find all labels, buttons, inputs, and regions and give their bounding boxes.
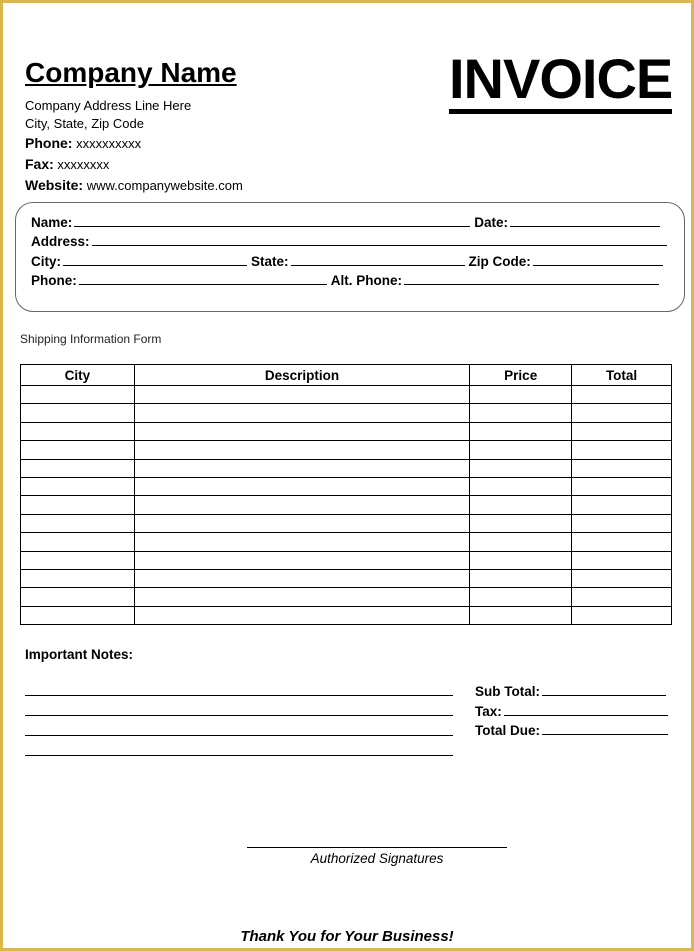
phone-row <box>31 273 663 288</box>
price-cell[interactable] <box>470 606 572 624</box>
price-cell[interactable] <box>470 404 572 422</box>
total-cell[interactable] <box>572 514 672 532</box>
total-due-row <box>475 723 672 738</box>
city-cell[interactable] <box>21 441 135 459</box>
price-cell[interactable] <box>470 551 572 569</box>
city-field[interactable] <box>63 254 247 266</box>
fax-value: xxxxxxxx <box>57 157 110 172</box>
address-label: Address: <box>31 234 90 249</box>
description-cell[interactable] <box>134 606 469 624</box>
description-cell[interactable] <box>134 459 469 477</box>
total-cell[interactable] <box>572 533 672 551</box>
company-address: Company Address Line Here <box>25 98 192 113</box>
city-cell[interactable] <box>21 386 135 404</box>
description-cell[interactable] <box>134 588 469 606</box>
price-cell[interactable] <box>470 496 572 514</box>
table-row <box>21 569 672 587</box>
shipping-form-title: Shipping Information Form <box>20 332 162 346</box>
description-cell[interactable] <box>134 386 469 404</box>
tax-field[interactable] <box>504 704 668 716</box>
price-cell[interactable] <box>470 422 572 440</box>
city-cell[interactable] <box>21 533 135 551</box>
signature-line[interactable] <box>247 847 507 848</box>
notes-line[interactable] <box>25 735 453 736</box>
table-row <box>21 514 672 532</box>
zip-label: Zip Code: <box>468 254 531 269</box>
total-cell[interactable] <box>572 386 672 404</box>
city-label: City: <box>31 254 61 269</box>
price-cell[interactable] <box>470 477 572 495</box>
price-cell[interactable] <box>470 569 572 587</box>
notes-line[interactable] <box>25 715 453 716</box>
website-label: Website: <box>25 177 84 193</box>
description-cell[interactable] <box>134 551 469 569</box>
table-body <box>21 386 672 625</box>
table-row <box>21 441 672 459</box>
description-cell[interactable] <box>134 422 469 440</box>
city-cell[interactable] <box>21 588 135 606</box>
total-cell[interactable] <box>572 404 672 422</box>
city-cell[interactable] <box>21 422 135 440</box>
fax-label: Fax: <box>25 156 54 172</box>
notes-line[interactable] <box>25 755 453 756</box>
total-cell[interactable] <box>572 477 672 495</box>
alt-phone-label: Alt. Phone: <box>330 273 402 288</box>
price-cell[interactable] <box>470 441 572 459</box>
total-cell[interactable] <box>572 459 672 477</box>
column-header-total: Total <box>572 365 672 386</box>
table-row <box>21 386 672 404</box>
company-phone <box>25 135 141 151</box>
company-city-state-zip: City, State, Zip Code <box>25 116 144 131</box>
price-cell[interactable] <box>470 459 572 477</box>
city-cell[interactable] <box>21 514 135 532</box>
table-row <box>21 606 672 624</box>
total-due-label: Total Due: <box>475 723 540 738</box>
subtotal-label: Sub Total: <box>475 684 540 699</box>
table-row <box>21 404 672 422</box>
shipping-items-table <box>20 364 672 625</box>
total-cell[interactable] <box>572 569 672 587</box>
total-cell[interactable] <box>572 422 672 440</box>
company-name: Company Name <box>25 57 237 88</box>
subtotal-row <box>475 684 670 699</box>
price-cell[interactable] <box>470 533 572 551</box>
total-cell[interactable] <box>572 606 672 624</box>
website-value: www.companywebsite.com <box>86 178 243 193</box>
description-cell[interactable] <box>134 477 469 495</box>
total-cell[interactable] <box>572 496 672 514</box>
total-cell[interactable] <box>572 441 672 459</box>
address-row <box>31 234 671 249</box>
city-cell[interactable] <box>21 496 135 514</box>
tax-row <box>475 704 672 719</box>
city-cell[interactable] <box>21 459 135 477</box>
date-field[interactable] <box>510 215 660 227</box>
alt-phone-field[interactable] <box>404 273 659 285</box>
signature-label: Authorized Signatures <box>310 851 444 866</box>
tax-label: Tax: <box>475 704 502 719</box>
description-cell[interactable] <box>134 404 469 422</box>
notes-line[interactable] <box>25 695 453 696</box>
description-cell[interactable] <box>134 514 469 532</box>
column-header-description: Description <box>134 365 469 386</box>
customer-info-box <box>15 202 685 312</box>
customer-phone-field[interactable] <box>79 273 327 285</box>
customer-phone-label: Phone: <box>31 273 77 288</box>
table-header-row <box>21 365 672 386</box>
name-label: Name: <box>31 215 73 230</box>
city-state-zip-row <box>31 254 667 269</box>
description-cell[interactable] <box>134 569 469 587</box>
table-row <box>21 588 672 606</box>
table-row <box>21 477 672 495</box>
total-cell[interactable] <box>572 551 672 569</box>
city-cell[interactable] <box>21 551 135 569</box>
total-cell[interactable] <box>572 588 672 606</box>
column-header-city: City <box>21 365 135 386</box>
state-label: State: <box>251 254 289 269</box>
thank-you-message: Thank You for Your Business! <box>240 928 454 945</box>
city-cell[interactable] <box>21 404 135 422</box>
city-cell[interactable] <box>21 606 135 624</box>
table-row <box>21 533 672 551</box>
description-cell[interactable] <box>134 533 469 551</box>
phone-label: Phone: <box>25 135 73 151</box>
address-field[interactable] <box>92 234 667 246</box>
city-cell[interactable] <box>21 569 135 587</box>
price-cell[interactable] <box>470 588 572 606</box>
table-row <box>21 459 672 477</box>
price-cell[interactable] <box>470 514 572 532</box>
invoice-title: INVOICE <box>449 51 672 114</box>
subtotal-field[interactable] <box>542 684 666 696</box>
company-website <box>25 177 243 193</box>
zip-field[interactable] <box>533 254 663 266</box>
table-row <box>21 551 672 569</box>
total-due-field[interactable] <box>542 723 668 735</box>
name-date-row <box>31 215 664 230</box>
table-row <box>21 496 672 514</box>
name-field[interactable] <box>74 215 470 227</box>
table-row <box>21 422 672 440</box>
city-cell[interactable] <box>21 477 135 495</box>
price-cell[interactable] <box>470 386 572 404</box>
company-fax <box>25 156 109 172</box>
description-cell[interactable] <box>134 441 469 459</box>
column-header-price: Price <box>470 365 572 386</box>
state-field[interactable] <box>291 254 465 266</box>
important-notes-title: Important Notes: <box>25 647 133 662</box>
date-label: Date: <box>474 215 509 230</box>
description-cell[interactable] <box>134 496 469 514</box>
phone-value: xxxxxxxxxx <box>76 136 142 151</box>
